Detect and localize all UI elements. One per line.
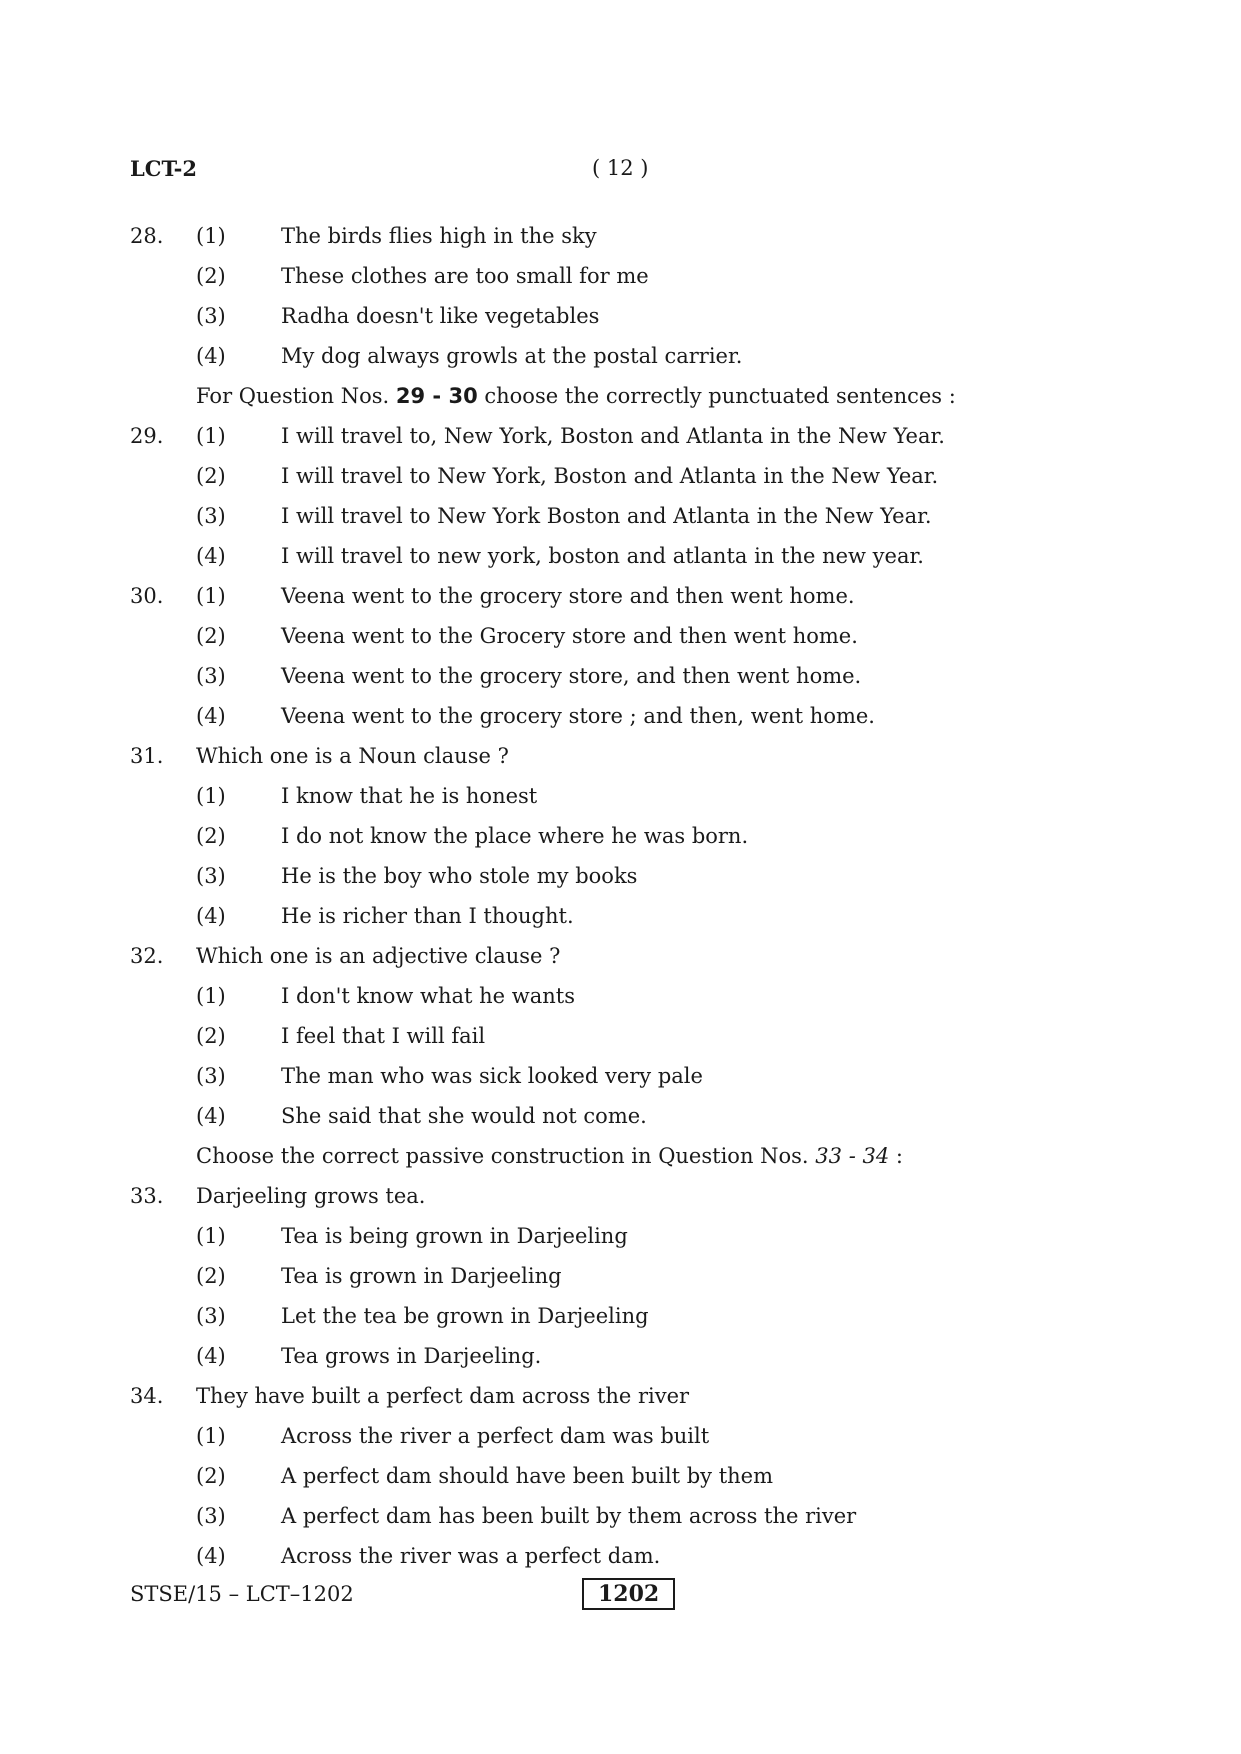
question-line [130, 576, 1130, 616]
option-line [130, 456, 1130, 496]
option-number: (3) [196, 1064, 226, 1088]
option-text: Tea is being grown in Darjeeling [281, 1224, 628, 1248]
option-number: (2) [196, 624, 226, 648]
option-line [130, 1096, 1130, 1136]
option-number: (3) [196, 504, 226, 528]
option-text: A perfect dam should have been built by them [281, 1464, 773, 1488]
question-text: They have built a perfect dam across the river [196, 1384, 690, 1408]
option-number: (1) [196, 424, 226, 448]
paper-code: LCT-2 [130, 156, 197, 181]
option-line [130, 976, 1130, 1016]
option-text: A perfect dam has been built by them across the river [281, 1504, 857, 1528]
option-number: (4) [196, 1544, 226, 1568]
option-text: He is the boy who stole my books [281, 864, 638, 888]
footer-booklet-number: 1202 [582, 1578, 675, 1610]
option-line [130, 776, 1130, 816]
question-number: 28. [130, 224, 164, 248]
instruction-text [196, 376, 956, 416]
option-number: (1) [196, 1424, 226, 1448]
option-text: I do not know the place where he was born. [281, 824, 749, 848]
question-line [130, 216, 1130, 256]
option-line [130, 1056, 1130, 1096]
option-line [130, 1336, 1130, 1376]
option-line [130, 1216, 1130, 1256]
question-number: 33. [130, 1184, 164, 1208]
option-number: (4) [196, 1344, 226, 1368]
option-number: (4) [196, 704, 226, 728]
option-number: (3) [196, 1504, 226, 1528]
option-text: He is richer than I thought. [281, 904, 574, 928]
option-text: She said that she would not come. [281, 1104, 647, 1128]
option-number: (3) [196, 864, 226, 888]
option-text: Veena went to the grocery store ; and then, went home. [281, 704, 875, 728]
option-text: I will travel to, New York, Boston and Atlanta in the New Year. [281, 424, 945, 448]
instruction-post: : [895, 1144, 903, 1168]
option-number: (2) [196, 824, 226, 848]
option-number: (1) [196, 584, 226, 608]
option-text: I don't know what he wants [281, 984, 576, 1008]
option-text: Across the river was a perfect dam. [281, 1544, 661, 1568]
question-line [130, 1376, 1130, 1416]
option-line [130, 336, 1130, 376]
option-text: My dog always growls at the postal carrier. [281, 344, 743, 368]
option-line [130, 1416, 1130, 1456]
option-number: (2) [196, 1464, 226, 1488]
page-footer [130, 1578, 730, 1614]
option-number: (1) [196, 784, 226, 808]
option-text: The man who was sick looked very pale [281, 1064, 703, 1088]
option-text: I will travel to new york, boston and atlanta in the new year. [281, 544, 924, 568]
option-text: I will travel to New York, Boston and Atlanta in the New Year. [281, 464, 939, 488]
instruction-line [130, 1136, 1130, 1176]
option-line [130, 496, 1130, 536]
option-text: The birds flies high in the sky [281, 224, 597, 248]
option-text: Veena went to the grocery store and then went home. [281, 584, 855, 608]
question-list [130, 216, 1130, 1576]
option-number: (1) [196, 1224, 226, 1248]
option-number: (4) [196, 544, 226, 568]
instruction-post: choose the correctly punctuated sentences : [484, 384, 956, 408]
question-text: Darjeeling grows tea. [196, 1184, 426, 1208]
question-line [130, 416, 1130, 456]
option-number: (3) [196, 304, 226, 328]
question-line [130, 936, 1130, 976]
option-text: Veena went to the Grocery store and then went home. [281, 624, 858, 648]
question-number: 34. [130, 1384, 164, 1408]
option-number: (3) [196, 1304, 226, 1328]
question-number: 29. [130, 424, 164, 448]
option-line [130, 656, 1130, 696]
option-text: I will travel to New York Boston and Atlanta in the New Year. [281, 504, 932, 528]
option-number: (4) [196, 344, 226, 368]
question-text: Which one is an adjective clause ? [196, 944, 561, 968]
option-line [130, 896, 1130, 936]
instruction-pre: For Question Nos. [196, 384, 390, 408]
question-line [130, 1176, 1130, 1216]
page-number: ( 12 ) [592, 156, 649, 180]
option-line [130, 696, 1130, 736]
instruction-text [196, 1136, 903, 1176]
option-text: Tea grows in Darjeeling. [281, 1344, 542, 1368]
option-text: These clothes are too small for me [281, 264, 649, 288]
option-number: (3) [196, 664, 226, 688]
instruction-range: 29 - 30 [395, 384, 478, 408]
instruction-line [130, 376, 1130, 416]
option-number: (1) [196, 224, 226, 248]
option-line [130, 1496, 1130, 1536]
option-number: (4) [196, 1104, 226, 1128]
option-number: (2) [196, 1264, 226, 1288]
option-line [130, 296, 1130, 336]
option-line [130, 536, 1130, 576]
option-line [130, 1296, 1130, 1336]
option-number: (4) [196, 904, 226, 928]
question-number: 31. [130, 744, 164, 768]
question-number: 32. [130, 944, 164, 968]
option-text: Let the tea be grown in Darjeeling [281, 1304, 649, 1328]
option-text: Tea is grown in Darjeeling [281, 1264, 562, 1288]
option-line [130, 256, 1130, 296]
option-text: Veena went to the grocery store, and then went home. [281, 664, 862, 688]
option-line [130, 1256, 1130, 1296]
option-line [130, 856, 1130, 896]
option-text: I feel that I will fail [281, 1024, 486, 1048]
option-number: (1) [196, 984, 226, 1008]
option-line [130, 1016, 1130, 1056]
option-text: Across the river a perfect dam was built [281, 1424, 710, 1448]
option-number: (2) [196, 464, 226, 488]
question-line [130, 736, 1130, 776]
instruction-range: 33 - 34 [815, 1144, 890, 1168]
option-line [130, 1456, 1130, 1496]
option-text: I know that he is honest [281, 784, 538, 808]
question-text: Which one is a Noun clause ? [196, 744, 509, 768]
question-number: 30. [130, 584, 164, 608]
option-line [130, 616, 1130, 656]
option-line [130, 1536, 1130, 1576]
footer-code: STSE/15 – LCT–1202 [130, 1582, 354, 1606]
option-line [130, 816, 1130, 856]
option-number: (2) [196, 264, 226, 288]
option-number: (2) [196, 1024, 226, 1048]
instruction-pre: Choose the correct passive construction in Question Nos. [196, 1144, 809, 1168]
page-header [130, 156, 690, 186]
option-text: Radha doesn't like vegetables [281, 304, 600, 328]
